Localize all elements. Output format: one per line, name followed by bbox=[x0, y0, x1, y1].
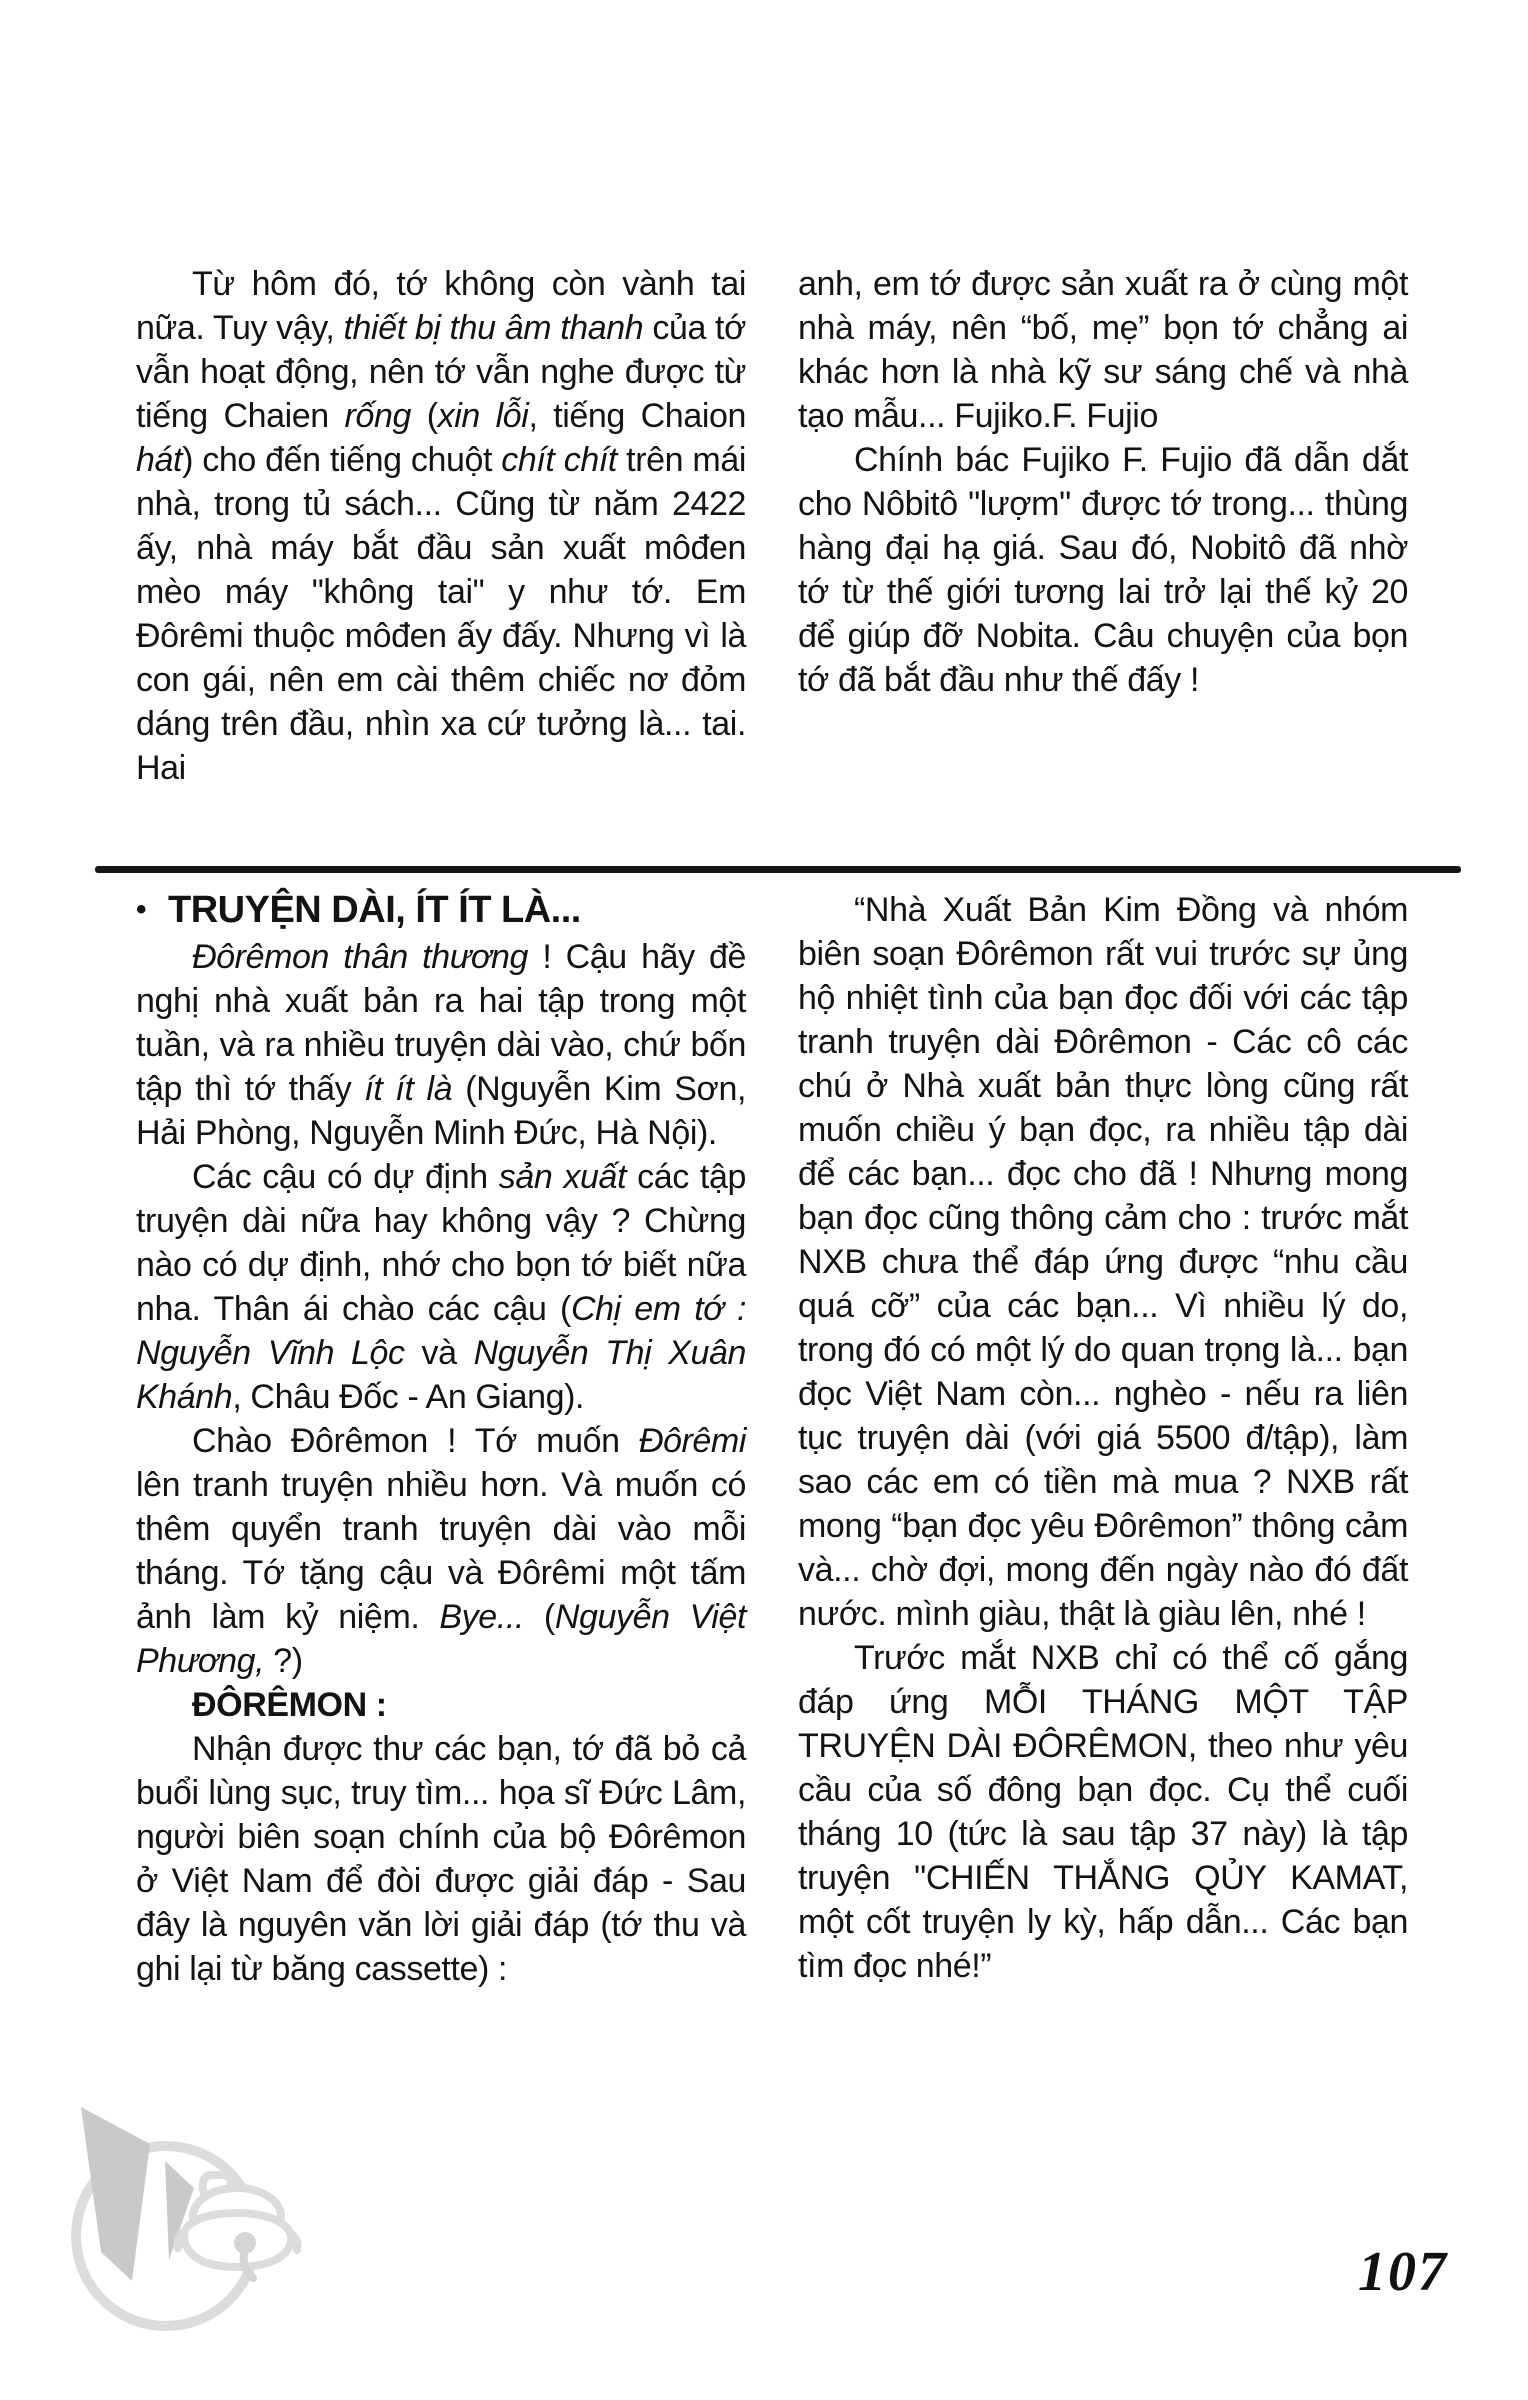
text-segment: các tập truyện dài nữa hay không vậy ? Chừng nào có dự định, nhớ cho bọn tớ biết nữa nha. Thân ái chào các cậu ( bbox=[136, 1158, 746, 1328]
text-segment: anh, em tớ được sản xuất ra ở cùng một nhà máy, nên “bố, mẹ” bọn tớ chẳng ai khác hơn là nhà kỹ sư sáng chế và nhà tạo mẫu... Fujiko.F. Fujio bbox=[798, 265, 1408, 435]
text-segment: Chào Đôrêmon ! Tớ muốn bbox=[192, 1422, 639, 1460]
paragraph bbox=[798, 888, 1408, 1636]
bottom-right-column bbox=[798, 888, 1408, 1988]
text-segment: trên mái nhà, trong tủ sách... Cũng từ năm 2422 ấy, nhà máy bắt đầu sản xuất môđen mèo máy "không tai" y như tớ. Em Đôrêmi thuộc môđen ấy đấy. Nhưng vì là con gái, nên em cài thêm chiếc nơ đỏm dáng trên đầu, nhìn xa cứ tưởng là... tai. Hai bbox=[136, 441, 747, 787]
text-segment: Chị em tớ : Nguyễn Vĩnh Lộc bbox=[136, 1290, 746, 1372]
text-segment: (Nguyễn Kim Sơn, Hải Phòng, Nguyễn Minh Đức, Hà Nội). bbox=[136, 1070, 747, 1152]
text-segment: Nhận được thư các bạn, tớ đã bỏ cả buổi lùng sục, truy tìm... họa sĩ Đức Lâm, người biên soạn chính của bộ Đôrêmon ở Việt Nam để đòi được giải đáp - Sau đây là nguyên văn lời giải đáp (tớ thu và ghi lại từ băng cassette) : bbox=[136, 1730, 746, 1988]
text-segment: thiết bị thu âm thanh bbox=[343, 309, 644, 347]
bottom-left-column bbox=[136, 888, 746, 1991]
paragraph bbox=[798, 1636, 1408, 1988]
section-divider bbox=[95, 866, 1461, 873]
text-segment: , tiếng Chaion bbox=[528, 397, 746, 435]
text-segment: , Châu Đốc - An Giang). bbox=[232, 1378, 585, 1416]
text-segment: ?) bbox=[264, 1642, 303, 1680]
text-segment: Từ hôm đó, tớ không còn vành tai nữa. Tuy vậy, bbox=[136, 265, 746, 347]
bullet-icon: • bbox=[136, 893, 147, 926]
top-left-column bbox=[136, 262, 746, 790]
text-segment: “Nhà Xuất Bản Kim Đồng và nhóm biên soạn Đôrêmon rất vui trước sự ủng hộ nhiệt tình của bạn đọc đối với các tập tranh truyện dài Đôrêmon - Các cô các chú ở Nhà xuất bản thực lòng cũng rất muốn chiều ý bạn đọc, ra nhiều tập dài để các bạn... đọc cho đã ! Nhưng mong bạn đọc cũng thông cảm cho : trước mắt NXB chưa thể đáp ứng được “nhu cầu quá cỡ” của các bạn... Vì nhiều lý do, trong đó có một lý do quan trọng là... bạn đọc Việt Nam còn... nghèo - nếu ra liên tục truyện dài (với giá 5500 đ/tập), làm sao các em có tiền mà mua ? NXB rất mong “bạn đọc yêu Đôrêmon” thông cảm và... chờ đợi, mong đến ngày nào đó đất nước. mình giàu, thật là giàu lên, nhé ! bbox=[798, 891, 1408, 1633]
text-segment: ) cho đến tiếng chuột bbox=[182, 441, 502, 479]
text-segment: Nguyễn Việt Phương, bbox=[136, 1598, 747, 1680]
paragraph bbox=[136, 1155, 746, 1419]
text-segment: Trước mắt NXB chỉ có thể cố gắng đáp ứng MỖI THÁNG MỘT TẬP TRUYỆN DÀI ĐÔRÊMON, theo như yêu cầu của số đông bạn đọc. Cụ thể cuối tháng 10 (tức là sau tập 37 này) là tập truyện "CHIẾN THẮNG QỦY KAMAT, một cốt truyện ly kỳ, hấp dẫn... Các bạn tìm đọc nhé!” bbox=[798, 1639, 1408, 1985]
text-segment: rống bbox=[344, 397, 411, 435]
text-segment: của tớ vẫn hoạt động, nên tớ vẫn nghe được từ tiếng Chaien bbox=[136, 309, 746, 435]
text-segment: Nguyễn Thị Xuân Khánh bbox=[136, 1334, 746, 1416]
paragraph bbox=[136, 935, 746, 1155]
text-segment: Các cậu có dự định bbox=[192, 1158, 499, 1196]
text-segment: Đôrêmon thân thương bbox=[192, 938, 529, 976]
text-segment: ít ít là bbox=[364, 1070, 453, 1108]
text-segment: hát bbox=[136, 441, 183, 479]
bell-icon bbox=[177, 2175, 297, 2278]
page-number: 107 bbox=[1358, 2241, 1448, 2303]
doraemon-bell-logo-watermark bbox=[38, 2093, 310, 2337]
paragraph bbox=[798, 438, 1408, 702]
text-segment: ĐÔRÊMON : bbox=[192, 1686, 387, 1724]
text-segment: xin lỗi bbox=[437, 397, 529, 435]
text-segment: và bbox=[404, 1334, 474, 1372]
text-segment: chít chít bbox=[501, 441, 617, 479]
text-segment: ( bbox=[410, 397, 438, 435]
text-segment: lên tranh truyện nhiều hơn. Và muốn có thêm quyển tranh truyện dài vào mỗi tháng. Tớ tặng cậu và Đôrêmi một tấm ảnh làm kỷ niệm. bbox=[136, 1466, 746, 1636]
paragraph bbox=[136, 1419, 746, 1683]
text-segment: TRUYỆN DÀI, ÍT ÍT LÀ... bbox=[168, 889, 581, 931]
text-segment: Chính bác Fujiko F. Fujio đã dẫn dắt cho Nôbitô "lượm" được tớ trong... thùng hàng đại hạ giá. Sau đó, Nobitô đã nhờ tớ từ thế giới tương lai trở lại thế kỷ 20 để giúp đỡ Nobita. Câu chuyện của bọn tớ đã bắt đầu như thế đấy ! bbox=[798, 441, 1408, 699]
text-segment: Đôrêmi bbox=[638, 1422, 746, 1460]
paragraph bbox=[136, 1727, 746, 1991]
paragraph bbox=[136, 1683, 746, 1727]
text-segment: sản xuất bbox=[498, 1158, 627, 1196]
paragraph bbox=[136, 262, 746, 790]
top-right-column bbox=[798, 262, 1408, 702]
paragraph bbox=[798, 262, 1408, 438]
text-segment: Bye... bbox=[439, 1598, 524, 1636]
text-segment: ! Cậu hãy đề nghị nhà xuất bản ra hai tập trong một tuần, và ra nhiều truyện dài vào, chứ bốn tập thì tớ thấy bbox=[136, 938, 747, 1108]
text-segment: ( bbox=[523, 1598, 555, 1636]
section-heading bbox=[136, 888, 746, 935]
